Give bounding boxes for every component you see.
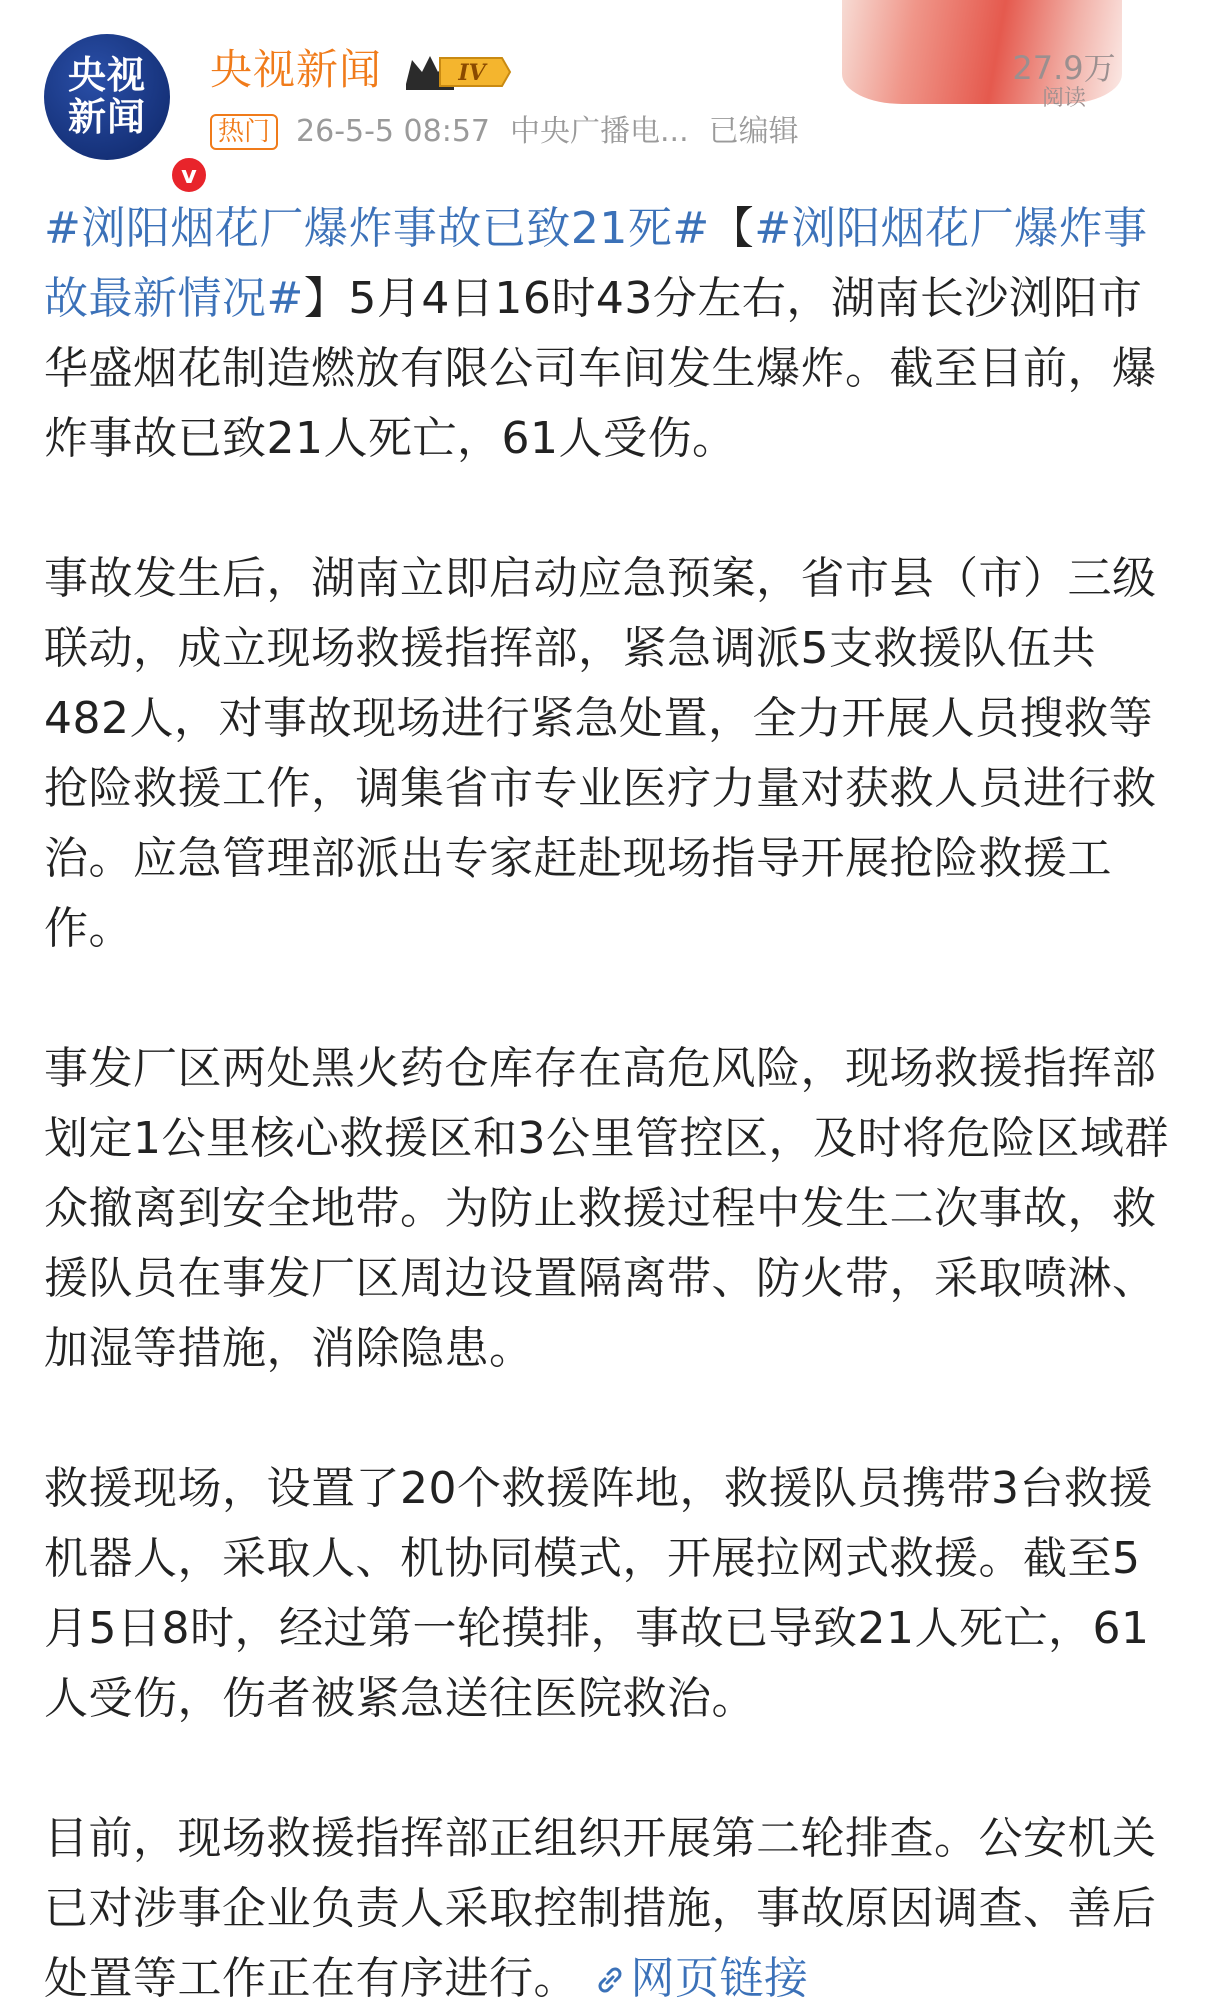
post-body: [44, 194, 1174, 2014]
post-timestamp: 26-5-5 08:57: [296, 114, 491, 149]
post-meta: [210, 110, 819, 154]
topic-link-death-toll[interactable]: #浏阳烟花厂爆炸事故已致21死#: [44, 203, 710, 254]
post-source[interactable]: 中央广播电...: [510, 114, 689, 149]
weblink-label: 网页链接: [630, 1953, 809, 2004]
bracket-open: 【: [709, 203, 755, 254]
post-header: [0, 0, 1206, 189]
edited-label[interactable]: 已编辑: [708, 114, 799, 149]
paragraph-4: 救援现场，设置了20个救援阵地，救援队员携带3台救援机器人，采取人、机协同模式，开展拉网式救援。截至5月5日8时，经过第一轮摸排，事故已导致21人死亡，61人受伤，伤者被紧急送往医院救治。: [44, 1463, 1153, 1724]
avatar[interactable]: [44, 34, 197, 189]
paragraph-3: 事发厂区两处黑火药仓库存在高危风险，现场救援指挥部划定1公里核心救援区和3公里管控区，及时将危险区域群众撤离到安全地带。为防止救援过程中发生二次事故，救援队员在事发厂区周边设置隔离带、防火带，采取喷淋、加湿等措施，消除隐患。: [44, 1043, 1169, 1374]
hot-tag[interactable]: 热门: [210, 114, 278, 150]
bracket-close: 】: [303, 273, 349, 324]
topic-link-latest[interactable]: #浏阳烟花厂爆炸事故最新情况#: [44, 203, 1148, 324]
paragraph-5: [44, 1804, 1174, 2014]
verified-v-icon: v: [168, 154, 210, 196]
weblink[interactable]: [593, 1953, 809, 2004]
account-name[interactable]: 央视新闻: [210, 45, 383, 94]
read-count: 27.9万: [1012, 49, 1116, 87]
badge-level-text: IV: [458, 60, 486, 86]
paragraph-1: [44, 194, 1174, 474]
paragraph-5-text: 目前，现场救援指挥部正组织开展第二轮排查。公安机关已对涉事企业负责人采取控制措施，事故原因调查、善后处置等工作正在有序进行。: [44, 1813, 1157, 2004]
paragraph-2: 事故发生后，湖南立即启动应急预案，省市县（市）三级联动，成立现场救援指挥部，紧急调派5支救援队伍共482人，对事故现场进行紧急处置，全力开展人员搜救等抢险救援工作，调集省市专业医疗力量对获救人员进行救治。应急管理部派出专家赶赴现场指导开展抢险救援工作。: [44, 553, 1157, 954]
avatar-text-top: 央视: [67, 53, 146, 97]
read-stat: [1008, 50, 1120, 112]
paragraph-1-text: 5月4日16时43分左右，湖南长沙浏阳市华盛烟花制造燃放有限公司车间发生爆炸。截至目前，爆炸事故已致21人死亡，61人受伤。: [44, 273, 1157, 464]
avatar-text-bottom: 新闻: [67, 95, 146, 139]
read-label: 阅读: [1041, 86, 1086, 111]
crown-icon: [402, 50, 512, 94]
link-icon: [593, 1963, 627, 1997]
